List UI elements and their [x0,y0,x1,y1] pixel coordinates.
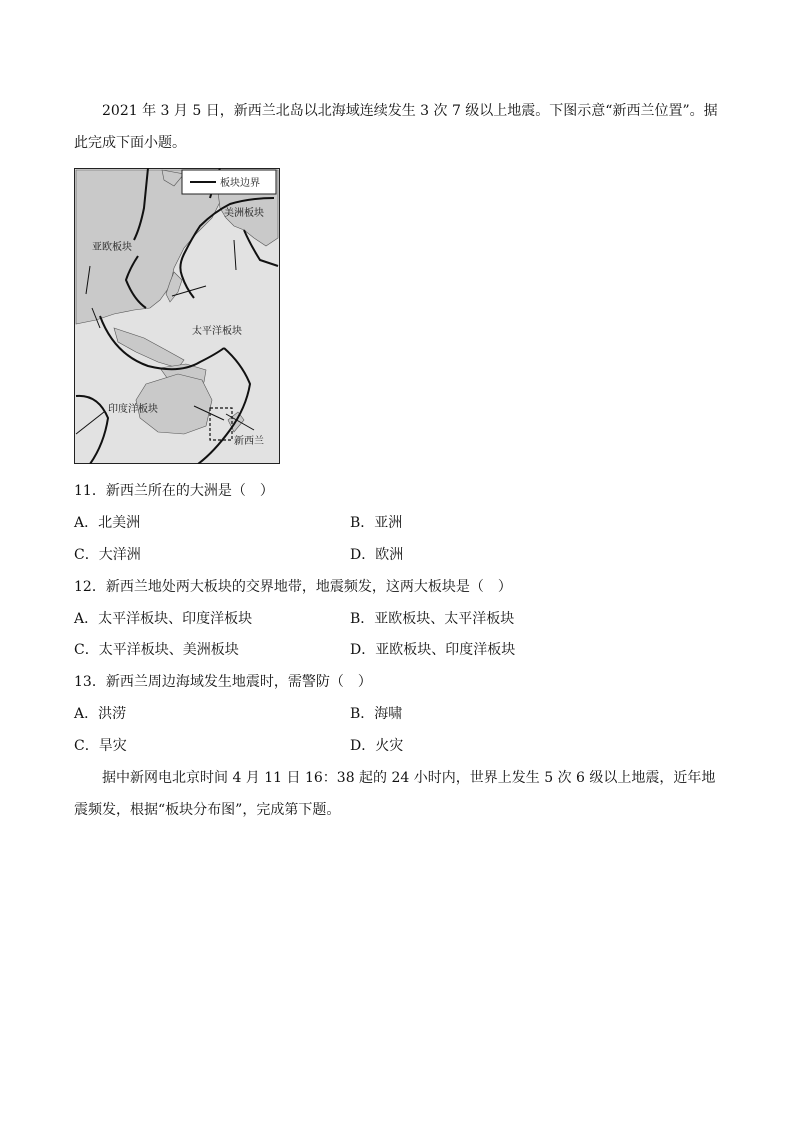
question-12-option-d: D．亚欧板块、印度洋板块 [350,642,516,658]
plate-map [74,168,280,464]
question-11-option-b: B．亚洲 [350,515,403,531]
outro-paragraph: 据中新网电北京时间 4 月 11 日 16：38 起的 24 小时内，世界上发生 5 次 6 级以上地震，近年地震频发，根据“板块分布图”，完成第下题。 [74,770,716,818]
question-13-option-c: C．旱灾 [74,738,127,754]
question-13-option-b: B．海啸 [350,706,403,722]
intro-paragraph: 2021 年 3 月 5 日，新西兰北岛以北海域连续发生 3 次 7 级以上地震。下图示意“新西兰位置”。据此完成下面小题。 [74,103,718,151]
question-12-option-c: C．太平洋板块、美洲板块 [74,642,239,658]
question-11-option-d: D．欧洲 [350,547,404,563]
legend-label: 板块边界 [220,178,260,189]
question-12-option-a: A．太平洋板块、印度洋板块 [74,611,253,627]
question-11-option-a: A．北美洲 [74,515,141,531]
question-13-stem: 13．新西兰周边海域发生地震时，需警防（ ） [74,674,372,690]
question-11-option-c: C．大洋洲 [74,547,141,563]
label-eurasian-plate: 亚欧板块 [92,242,132,253]
label-indian-plate: 印度洋板块 [108,404,158,415]
question-13-option-d: D．火灾 [350,738,404,754]
label-american-plate: 美洲板块 [224,208,264,219]
question-12-stem: 12．新西兰地处两大板块的交界地带，地震频发，这两大板块是（ ） [74,579,512,595]
question-13-option-a: A．洪涝 [74,706,127,722]
label-pacific-plate: 太平洋板块 [192,326,242,337]
question-11-stem: 11．新西兰所在的大洲是（ ） [74,483,274,499]
label-newzealand: 新西兰 [234,436,264,447]
question-12-option-b: B．亚欧板块、太平洋板块 [350,611,515,627]
